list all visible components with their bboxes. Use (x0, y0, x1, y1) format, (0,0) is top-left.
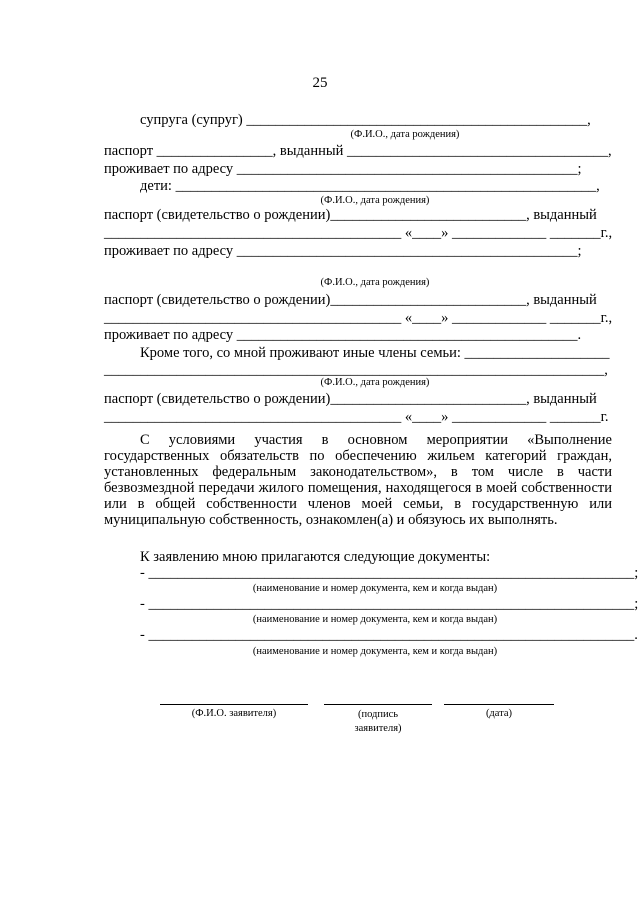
child-date-line: _________________________________________ «____» _____________ _______г., (104, 225, 613, 241)
child2-caption: (Ф.И.О., дата рождения) (320, 277, 430, 288)
child-address-line: проживает по адресу _______________________________________________; (104, 243, 582, 259)
spouse-address-line: проживает по адресу _______________________________________________; (104, 161, 582, 177)
children-line: дети: __________________________________________________________, (140, 178, 600, 194)
signature-caption: (подпись заявителя) (354, 709, 402, 734)
other-passport-line: паспорт (свидетельство о рождении)___________________________, выданный (104, 391, 597, 407)
document-line: - ___________________________________________________________________; (140, 565, 639, 581)
document-caption: (наименование и номер документа, кем и когда выдан) (252, 646, 498, 657)
document-line: - ___________________________________________________________________; (140, 596, 639, 612)
document-caption: (наименование и номер документа, кем и когда выдан) (252, 583, 498, 594)
name-caption: (Ф.И.О. заявителя) (191, 708, 277, 719)
spouse-passport-line: паспорт ________________, выданный ____________________________________, (104, 143, 612, 159)
document-caption: (наименование и номер документа, кем и когда выдан) (252, 614, 498, 625)
date-signature-line (444, 704, 554, 705)
consent-paragraph: С условиями участия в основном мероприятии «Выполнение государственных обязательств по обеспечению жильем категорий граждан, установленных федеральным законодательством», в том числе в части безвозмездной передачи жилого помещения, находящегося в моей собственности или в общей собственности членов моей семьи, в государственную или муниципальную собственность, ознакомлен(а) и обязуюсь их выполнять. (104, 432, 612, 528)
other-date-line: _________________________________________ «____» _____________ _______г. (104, 409, 609, 425)
spouse-line: супруга (супруг) _______________________________________________, (140, 112, 591, 128)
other-members-line2: _____________________________________________________________________, (104, 362, 608, 378)
other-members-caption: (Ф.И.О., дата рождения) (320, 377, 430, 388)
children-caption: (Ф.И.О., дата рождения) (320, 195, 430, 206)
child-passport-line: паспорт (свидетельство о рождении)___________________________, выданный (104, 207, 597, 223)
child2-address-line: проживает по адресу _______________________________________________. (104, 327, 582, 343)
spouse-caption: (Ф.И.О., дата рождения) (350, 129, 460, 140)
document-line: - ___________________________________________________________________. (140, 627, 638, 643)
name-signature-line (160, 704, 308, 705)
page-number: 25 (312, 75, 328, 91)
date-caption: (дата) (485, 708, 513, 719)
child2-passport-line: паспорт (свидетельство о рождении)___________________________, выданный (104, 292, 597, 308)
other-members-line: Кроме того, со мной проживают иные члены семьи: ____________________ (140, 345, 610, 361)
documents-intro: К заявлению мною прилагаются следующие документы: (140, 549, 491, 565)
child2-date-line: _________________________________________ «____» _____________ _______г., (104, 310, 613, 326)
signature-line (324, 704, 432, 705)
